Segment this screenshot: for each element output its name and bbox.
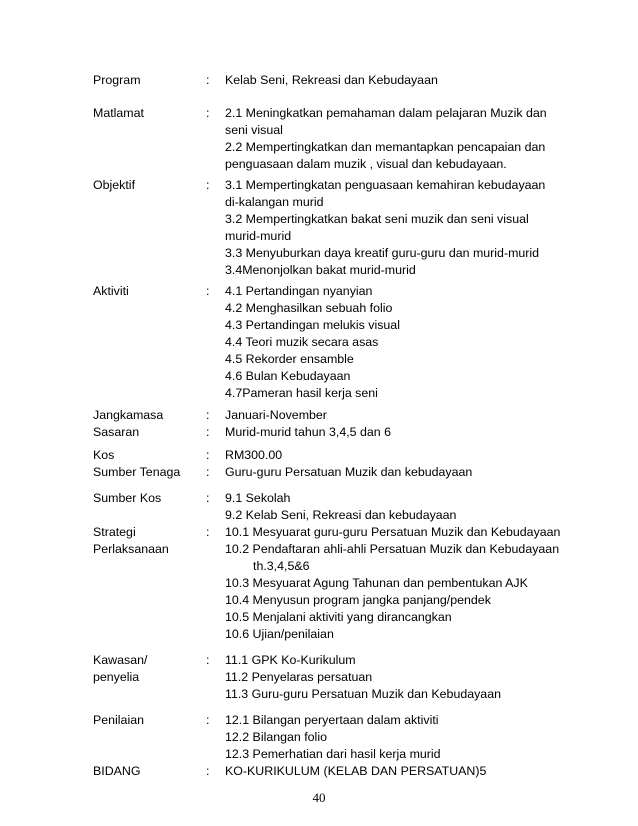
strategi-line: 10.1 Mesyuarat guru-guru Persatuan Muzik dan Kebudayaan bbox=[225, 525, 561, 539]
aktiviti-line: 4.5 Rekorder ensamble bbox=[225, 352, 354, 366]
matlamat-line: 2.2 Mempertingkatkan dan memantapkan pencapaian dan bbox=[225, 140, 546, 154]
strategi-label: Strategi bbox=[93, 525, 136, 539]
aktiviti-line: 4.2 Menghasilkan sebuah folio bbox=[225, 301, 393, 315]
aktiviti-line: 4.6 Bulan Kebudayaan bbox=[225, 369, 351, 383]
jangkamasa-label: Jangkamasa bbox=[93, 408, 164, 422]
strategi-line: 10.4 Menyusun program jangka panjang/pendek bbox=[225, 593, 491, 607]
sumber-tenaga-value: Guru-guru Persatuan Muzik dan kebudayaan bbox=[225, 465, 473, 479]
penilaian-label: Penilaian bbox=[93, 713, 144, 727]
sasaran-value: Murid-murid tahun 3,4,5 dan 6 bbox=[225, 425, 391, 439]
sumber-kos-line: 9.1 Sekolah bbox=[225, 491, 291, 505]
matlamat-line: penguasaan dalam muzik , visual dan kebudayaan. bbox=[225, 157, 507, 171]
program-label: Program bbox=[93, 73, 141, 87]
objektif-line: 3.3 Menyuburkan daya kreatif guru-guru dan murid-murid bbox=[225, 246, 540, 260]
strategi-line: 10.3 Mesyuarat Agung Tahunan dan pembentukan AJK bbox=[225, 576, 528, 590]
kawasan-line: 11.3 Guru-guru Persatuan Muzik dan Kebudayaan bbox=[225, 687, 501, 701]
objektif-line: 3.4Menonjolkan bakat murid-murid bbox=[225, 263, 416, 277]
matlamat-label: Matlamat bbox=[93, 106, 144, 120]
kawasan-label-2: penyelia bbox=[93, 670, 140, 684]
colon: : bbox=[206, 408, 210, 422]
matlamat-line: 2.1 Meningkatkan pemahaman dalam pelajaran Muzik dan bbox=[225, 106, 547, 120]
penilaian-line: 12.3 Pemerhatian dari hasil kerja murid bbox=[225, 747, 441, 761]
aktiviti-line: 4.1 Pertandingan nyanyian bbox=[225, 284, 373, 298]
strategi-line: 10.6 Ujian/penilaian bbox=[225, 627, 334, 641]
objektif-line: di-kalangan murid bbox=[225, 195, 324, 209]
sumber-tenaga-label: Sumber Tenaga bbox=[93, 465, 181, 479]
bidang-value: KO-KURIKULUM (KELAB DAN PERSATUAN)5 bbox=[225, 764, 487, 778]
colon: : bbox=[206, 713, 210, 727]
aktiviti-label: Aktiviti bbox=[93, 284, 129, 298]
bidang-label: BIDANG bbox=[93, 764, 141, 778]
page-number: 40 bbox=[312, 790, 326, 805]
jangkamasa-value: Januari-November bbox=[225, 408, 327, 422]
strategi-line: th.3,4,5&6 bbox=[253, 559, 310, 573]
kawasan-line: 11.1 GPK Ko-Kurikulum bbox=[225, 653, 356, 667]
penilaian-line: 12.2 Bilangan folio bbox=[225, 730, 327, 744]
colon: : bbox=[206, 491, 210, 505]
colon: : bbox=[206, 653, 210, 667]
kawasan-line: 11.2 Penyelaras persatuan bbox=[225, 670, 373, 684]
sumber-kos-line: 9.2 Kelab Seni, Rekreasi dan kebudayaan bbox=[225, 508, 457, 522]
colon: : bbox=[206, 178, 210, 192]
aktiviti-line: 4.4 Teori muzik secara asas bbox=[225, 335, 379, 349]
strategi-label-2: Perlaksanaan bbox=[93, 542, 169, 556]
objektif-line: 3.2 Mempertingkatkan bakat seni muzik dan seni visual bbox=[225, 212, 529, 226]
objektif-line: 3.1 Mempertingkatan penguasaan kemahiran kebudayaan bbox=[225, 178, 546, 192]
colon: : bbox=[206, 73, 210, 87]
colon: : bbox=[206, 465, 210, 479]
colon: : bbox=[206, 525, 210, 539]
colon: : bbox=[206, 106, 210, 120]
sasaran-label: Sasaran bbox=[93, 425, 140, 439]
kos-value: RM300.00 bbox=[225, 448, 283, 462]
colon: : bbox=[206, 284, 210, 298]
sumber-kos-label: Sumber Kos bbox=[93, 491, 162, 505]
strategi-line: 10.5 Menjalani aktiviti yang dirancangkan bbox=[225, 610, 452, 624]
colon: : bbox=[206, 425, 210, 439]
strategi-line: 10.2 Pendaftaran ahli-ahli Persatuan Muzik dan Kebudayaan bbox=[225, 542, 560, 556]
matlamat-line: seni visual bbox=[225, 123, 283, 137]
colon: : bbox=[206, 448, 210, 462]
objektif-line: murid-murid bbox=[225, 229, 292, 243]
kawasan-label: Kawasan/ bbox=[93, 653, 148, 667]
kos-label: Kos bbox=[93, 448, 115, 462]
aktiviti-line: 4.3 Pertandingan melukis visual bbox=[225, 318, 400, 332]
penilaian-line: 12.1 Bilangan peryertaan dalam aktiviti bbox=[225, 713, 439, 727]
aktiviti-line: 4.7Pameran hasil kerja seni bbox=[225, 386, 378, 400]
objektif-label: Objektif bbox=[93, 178, 136, 192]
program-value: Kelab Seni, Rekreasi dan Kebudayaan bbox=[225, 73, 438, 87]
colon: : bbox=[206, 764, 210, 778]
